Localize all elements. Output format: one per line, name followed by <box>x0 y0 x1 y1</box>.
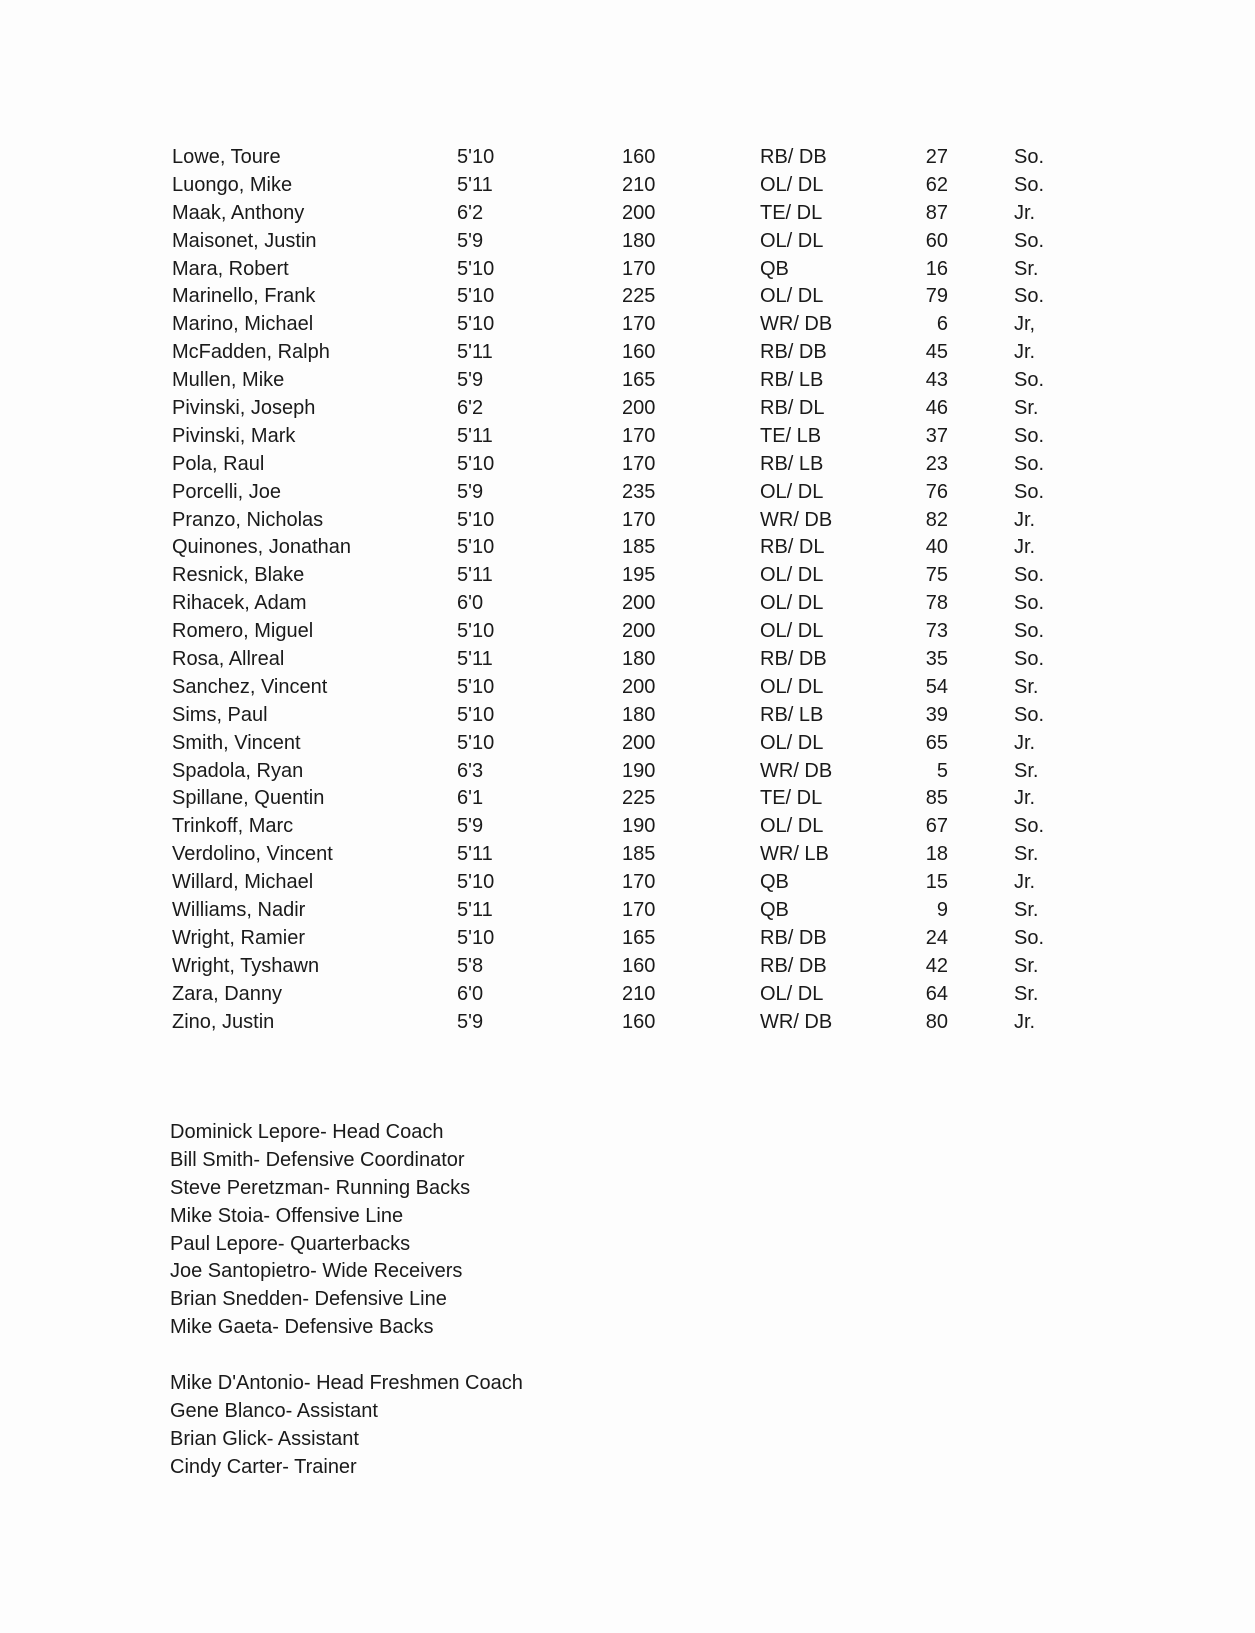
player-position: OL/ DL <box>760 173 824 196</box>
table-row <box>0 841 1255 869</box>
player-number: 60 <box>925 229 948 252</box>
player-number: 78 <box>925 592 948 615</box>
player-year: Jr. <box>1014 1010 1036 1033</box>
player-position: OL/ DL <box>760 815 824 838</box>
player-position: OL/ DL <box>760 564 824 587</box>
player-number: 85 <box>925 787 948 810</box>
player-year: Jr. <box>1014 508 1036 531</box>
player-height: 5'9 <box>457 1010 484 1033</box>
player-height: 5'9 <box>457 815 484 838</box>
table-row <box>0 646 1255 674</box>
player-weight: 200 <box>622 397 656 420</box>
player-name: Spillane, Quentin <box>172 787 325 810</box>
player-weight: 170 <box>622 871 656 894</box>
player-weight: 165 <box>622 926 656 949</box>
player-name: Zino, Justin <box>172 1010 275 1033</box>
player-number: 23 <box>925 452 948 475</box>
player-year: Jr. <box>1014 341 1036 364</box>
table-row <box>0 981 1255 1009</box>
player-weight: 170 <box>622 257 656 280</box>
player-year: So. <box>1014 592 1045 615</box>
table-row <box>0 897 1255 925</box>
table-row <box>0 200 1255 228</box>
table-row <box>0 813 1255 841</box>
player-year: Jr. <box>1014 787 1036 810</box>
player-weight: 190 <box>622 759 656 782</box>
player-year: Sr. <box>1014 982 1039 1005</box>
player-number: 67 <box>925 815 948 838</box>
player-weight: 165 <box>622 369 656 392</box>
player-year: So. <box>1014 173 1045 196</box>
table-row <box>0 1009 1255 1037</box>
table-row <box>0 534 1255 562</box>
player-year: Jr, <box>1014 313 1036 336</box>
player-name: Sanchez, Vincent <box>172 675 328 698</box>
player-weight: 180 <box>622 229 656 252</box>
player-name: Rihacek, Adam <box>172 592 307 615</box>
staff-line: Mike D'Antonio- Head Freshmen Coach <box>170 1372 523 1394</box>
player-name: Luongo, Mike <box>172 173 293 196</box>
player-year: So. <box>1014 369 1045 392</box>
staff-line: Brian Snedden- Defensive Line <box>170 1288 447 1311</box>
player-number: 5 <box>936 759 948 782</box>
player-position: WR/ DB <box>760 313 833 336</box>
player-name: Pola, Raul <box>172 452 265 475</box>
player-name: Wright, Tyshawn <box>172 954 320 977</box>
player-position: OL/ DL <box>760 620 824 643</box>
player-position: RB/ LB <box>760 452 824 475</box>
player-position: OL/ DL <box>760 480 824 503</box>
player-number: 39 <box>925 703 948 726</box>
player-height: 5'11 <box>457 648 493 671</box>
player-weight: 200 <box>622 731 656 754</box>
player-weight: 210 <box>622 173 656 196</box>
player-name: Pranzo, Nicholas <box>172 508 324 531</box>
player-name: Williams, Nadir <box>172 899 306 922</box>
staff-line: Steve Peretzman- Running Backs <box>170 1176 471 1199</box>
player-number: 62 <box>925 173 948 196</box>
player-height: 5'9 <box>457 369 484 392</box>
player-year: So. <box>1014 564 1045 587</box>
player-year: Jr. <box>1014 536 1036 559</box>
player-year: So. <box>1014 480 1045 503</box>
player-height: 5'11 <box>457 899 493 922</box>
player-number: 46 <box>925 397 948 420</box>
player-year: So. <box>1014 703 1045 726</box>
table-row <box>0 785 1255 813</box>
player-number: 64 <box>925 982 948 1005</box>
player-weight: 170 <box>622 899 656 922</box>
player-position: RB/ DL <box>760 536 825 559</box>
player-name: Smith, Vincent <box>172 731 301 754</box>
player-year: So. <box>1014 620 1045 643</box>
player-height: 6'2 <box>457 201 484 224</box>
player-year: Sr. <box>1014 675 1039 698</box>
player-height: 5'9 <box>457 480 484 503</box>
varsity-coaching-staff <box>170 1119 770 1342</box>
player-year: Sr. <box>1014 759 1039 782</box>
player-position: WR/ DB <box>760 1010 833 1033</box>
table-row <box>0 339 1255 367</box>
player-number: 80 <box>925 1010 948 1033</box>
player-position: OL/ DL <box>760 285 824 308</box>
player-weight: 170 <box>622 424 656 447</box>
player-height: 5'11 <box>457 341 493 364</box>
player-weight: 160 <box>622 954 656 977</box>
player-weight: 200 <box>622 201 656 224</box>
player-number: 6 <box>936 313 948 336</box>
player-number: 9 <box>936 899 948 922</box>
player-weight: 170 <box>622 508 656 531</box>
table-row <box>0 228 1255 256</box>
player-year: Sr. <box>1014 954 1039 977</box>
player-height: 5'9 <box>457 229 484 252</box>
staff-line: Mike Gaeta- Defensive Backs <box>170 1316 434 1339</box>
player-number: 37 <box>925 424 948 447</box>
table-row <box>0 395 1255 423</box>
player-name: Zara, Danny <box>172 982 283 1005</box>
player-year: So. <box>1014 285 1045 308</box>
player-height: 5'10 <box>457 620 495 643</box>
player-name: Mullen, Mike <box>172 369 285 392</box>
player-position: QB <box>760 871 789 894</box>
player-number: 40 <box>925 536 948 559</box>
player-position: RB/ DB <box>760 926 827 949</box>
player-weight: 185 <box>622 536 656 559</box>
player-weight: 190 <box>622 815 656 838</box>
player-year: Sr. <box>1014 257 1039 280</box>
player-number: 87 <box>925 201 948 224</box>
player-weight: 180 <box>622 648 656 671</box>
player-height: 6'3 <box>457 759 484 782</box>
table-row <box>0 423 1255 451</box>
player-height: 5'11 <box>457 843 493 866</box>
player-position: OL/ DL <box>760 731 824 754</box>
player-weight: 200 <box>622 592 656 615</box>
staff-line: Dominick Lepore- Head Coach <box>170 1121 444 1143</box>
player-weight: 200 <box>622 675 656 698</box>
player-name: McFadden, Ralph <box>172 341 330 364</box>
player-name: Pivinski, Mark <box>172 424 296 447</box>
player-number: 82 <box>925 508 948 531</box>
table-row <box>0 590 1255 618</box>
player-name: Romero, Miguel <box>172 620 314 643</box>
player-weight: 170 <box>622 452 656 475</box>
player-height: 5'10 <box>457 146 495 168</box>
table-row <box>0 256 1255 284</box>
player-name: Lowe, Toure <box>172 146 281 168</box>
staff-line: Paul Lepore- Quarterbacks <box>170 1232 411 1255</box>
player-number: 73 <box>925 620 948 643</box>
player-number: 54 <box>925 675 948 698</box>
table-row <box>0 144 1255 172</box>
player-position: RB/ DB <box>760 341 827 364</box>
player-height: 5'10 <box>457 871 495 894</box>
player-position: RB/ DL <box>760 397 825 420</box>
table-row <box>0 925 1255 953</box>
player-number: 76 <box>925 480 948 503</box>
player-position: TE/ LB <box>760 424 822 447</box>
player-number: 15 <box>925 871 948 894</box>
player-year: So. <box>1014 424 1045 447</box>
player-height: 5'10 <box>457 536 495 559</box>
staff-line: Bill Smith- Defensive Coordinator <box>170 1148 465 1171</box>
player-height: 5'10 <box>457 926 495 949</box>
player-height: 6'0 <box>457 592 484 615</box>
table-row <box>0 953 1255 981</box>
player-weight: 185 <box>622 843 656 866</box>
player-weight: 180 <box>622 703 656 726</box>
player-name: Maak, Anthony <box>172 201 305 224</box>
player-number: 27 <box>925 146 948 168</box>
player-position: OL/ DL <box>760 592 824 615</box>
player-height: 5'10 <box>457 731 495 754</box>
player-name: Sims, Paul <box>172 703 268 726</box>
table-row <box>0 479 1255 507</box>
player-weight: 225 <box>622 787 656 810</box>
table-row <box>0 869 1255 897</box>
player-position: OL/ DL <box>760 982 824 1005</box>
table-row <box>0 507 1255 535</box>
player-name: Verdolino, Vincent <box>172 843 333 866</box>
staff-line: Joe Santopietro- Wide Receivers <box>170 1260 463 1283</box>
player-name: Spadola, Ryan <box>172 759 304 782</box>
roster-table <box>0 144 1255 1037</box>
player-weight: 160 <box>622 146 656 168</box>
player-position: RB/ LB <box>760 703 824 726</box>
player-position: QB <box>760 257 789 280</box>
player-number: 18 <box>925 843 948 866</box>
table-row <box>0 702 1255 730</box>
player-height: 5'8 <box>457 954 484 977</box>
player-height: 6'1 <box>457 787 484 810</box>
table-row <box>0 172 1255 200</box>
staff-line: Brian Glick- Assistant <box>170 1427 359 1450</box>
player-number: 75 <box>925 564 948 587</box>
player-position: RB/ DB <box>760 146 827 168</box>
player-name: Wright, Ramier <box>172 926 305 949</box>
player-name: Resnick, Blake <box>172 564 305 587</box>
player-name: Mara, Robert <box>172 257 289 280</box>
player-weight: 170 <box>622 313 656 336</box>
player-weight: 235 <box>622 480 656 503</box>
player-position: TE/ DL <box>760 201 823 224</box>
player-name: Quinones, Jonathan <box>172 536 352 559</box>
player-name: Marino, Michael <box>172 313 314 336</box>
player-year: So. <box>1014 452 1045 475</box>
player-weight: 210 <box>622 982 656 1005</box>
player-name: Willard, Michael <box>172 871 314 894</box>
player-weight: 195 <box>622 564 656 587</box>
player-year: Sr. <box>1014 899 1039 922</box>
table-row <box>0 618 1255 646</box>
staff-line: Cindy Carter- Trainer <box>170 1455 357 1478</box>
player-year: So. <box>1014 926 1045 949</box>
player-number: 45 <box>925 341 948 364</box>
player-year: Jr. <box>1014 731 1036 754</box>
player-year: So. <box>1014 815 1045 838</box>
player-number: 24 <box>925 926 948 949</box>
player-position: WR/ LB <box>760 843 829 866</box>
player-position: OL/ DL <box>760 675 824 698</box>
player-height: 5'10 <box>457 452 495 475</box>
table-row <box>0 311 1255 339</box>
player-year: Sr. <box>1014 843 1039 866</box>
player-number: 16 <box>925 257 948 280</box>
player-number: 79 <box>925 285 948 308</box>
player-weight: 225 <box>622 285 656 308</box>
table-row <box>0 758 1255 786</box>
player-year: So. <box>1014 229 1045 252</box>
player-position: WR/ DB <box>760 759 833 782</box>
player-height: 6'2 <box>457 397 484 420</box>
player-name: Pivinski, Joseph <box>172 397 316 420</box>
player-height: 5'10 <box>457 285 495 308</box>
player-weight: 160 <box>622 1010 656 1033</box>
player-height: 5'10 <box>457 313 495 336</box>
player-position: WR/ DB <box>760 508 833 531</box>
player-position: RB/ DB <box>760 648 827 671</box>
player-number: 43 <box>925 369 948 392</box>
player-year: So. <box>1014 146 1045 168</box>
table-row <box>0 283 1255 311</box>
player-position: QB <box>760 899 789 922</box>
player-position: RB/ LB <box>760 369 824 392</box>
player-height: 5'11 <box>457 564 493 587</box>
staff-line: Mike Stoia- Offensive Line <box>170 1204 404 1227</box>
player-weight: 160 <box>622 341 656 364</box>
player-name: Marinello, Frank <box>172 285 316 308</box>
player-number: 65 <box>925 731 948 754</box>
player-year: Jr. <box>1014 201 1036 224</box>
player-position: TE/ DL <box>760 787 823 810</box>
player-height: 5'10 <box>457 508 495 531</box>
player-weight: 200 <box>622 620 656 643</box>
player-height: 5'10 <box>457 703 495 726</box>
player-name: Maisonet, Justin <box>172 229 317 252</box>
player-year: Jr. <box>1014 871 1036 894</box>
table-row <box>0 451 1255 479</box>
freshmen-coaching-staff <box>170 1370 770 1482</box>
table-row <box>0 730 1255 758</box>
player-number: 35 <box>925 648 948 671</box>
player-year: Sr. <box>1014 397 1039 420</box>
player-name: Porcelli, Joe <box>172 480 281 503</box>
table-row <box>0 674 1255 702</box>
player-name: Rosa, Allreal <box>172 648 285 671</box>
staff-line: Gene Blanco- Assistant <box>170 1399 378 1422</box>
player-height: 5'11 <box>457 424 493 447</box>
table-row <box>0 562 1255 590</box>
player-height: 6'0 <box>457 982 484 1005</box>
player-position: RB/ DB <box>760 954 827 977</box>
player-number: 42 <box>925 954 948 977</box>
player-year: So. <box>1014 648 1045 671</box>
table-row <box>0 367 1255 395</box>
player-height: 5'11 <box>457 173 493 196</box>
player-height: 5'10 <box>457 257 495 280</box>
player-height: 5'10 <box>457 675 495 698</box>
player-name: Trinkoff, Marc <box>172 815 294 838</box>
player-position: OL/ DL <box>760 229 824 252</box>
